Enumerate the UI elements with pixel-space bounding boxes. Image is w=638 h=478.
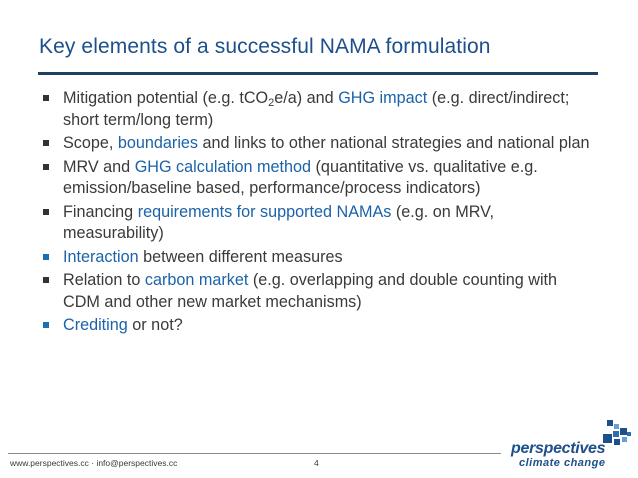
bullet-text: e/a) and (274, 89, 339, 107)
footer-contact[interactable]: www.perspectives.cc · info@perspectives.cc (10, 458, 178, 468)
bullet-text: (quantitative vs. qualitative e.g. emission/baseline based, performance/process indicators) (63, 157, 538, 197)
highlighted-term: carbon market (144, 271, 249, 289)
bullet-text: Financing (63, 202, 138, 221)
highlighted-term: boundaries (117, 134, 199, 152)
page-number: 4 (314, 458, 319, 468)
highlighted-term: Interaction (63, 247, 139, 266)
bullet-item (38, 157, 598, 200)
bullet-text: Mitigation potential (e.g. tCO (63, 89, 269, 107)
bullet-item (38, 202, 598, 245)
bullet-square-icon (43, 254, 49, 260)
bullet-text: 2 (268, 97, 275, 109)
highlighted-term: GHG impact (338, 89, 428, 107)
bullet-text: between different measures (138, 247, 343, 266)
bullet-square-icon (43, 209, 49, 215)
bullet-text: (e.g. overlapping and double counting with CDM and other new market mechanisms) (63, 271, 558, 311)
bullet-list (38, 88, 598, 339)
bullet-square-icon (43, 95, 49, 101)
bullet-text: Scope, (63, 134, 118, 152)
bullet-text: (e.g. direct/indirect; short term/long term) (63, 89, 570, 129)
highlighted-term: GHG calculation method (134, 157, 312, 176)
highlighted-term: Crediting (63, 316, 128, 334)
bullet-item (38, 88, 598, 131)
bullet-text: and links to other national strategies and national plan (198, 134, 590, 152)
title-underline (38, 72, 598, 75)
highlighted-term: requirements for supported NAMAs (137, 202, 392, 221)
logo-text-climate-change: climate change (519, 457, 606, 469)
bullet-item (38, 133, 598, 155)
bullet-item (38, 270, 598, 313)
bullet-square-icon (43, 164, 49, 170)
footer-divider (8, 453, 501, 454)
bullet-text: or not? (127, 316, 183, 334)
bullet-square-icon (43, 277, 49, 283)
bullet-item (38, 315, 598, 337)
bullet-square-icon (43, 140, 49, 146)
logo-text-perspectives: perspectives (511, 440, 606, 457)
bullet-item (38, 247, 598, 269)
bullet-text: (e.g. on MRV, measurability) (63, 202, 494, 242)
bullet-text: MRV and (63, 157, 135, 176)
perspectives-logo (503, 420, 633, 472)
bullet-text: Relation to (63, 271, 145, 289)
bullet-square-icon (43, 322, 49, 328)
slide-title: Key elements of a successful NAMA formulation (39, 35, 491, 58)
